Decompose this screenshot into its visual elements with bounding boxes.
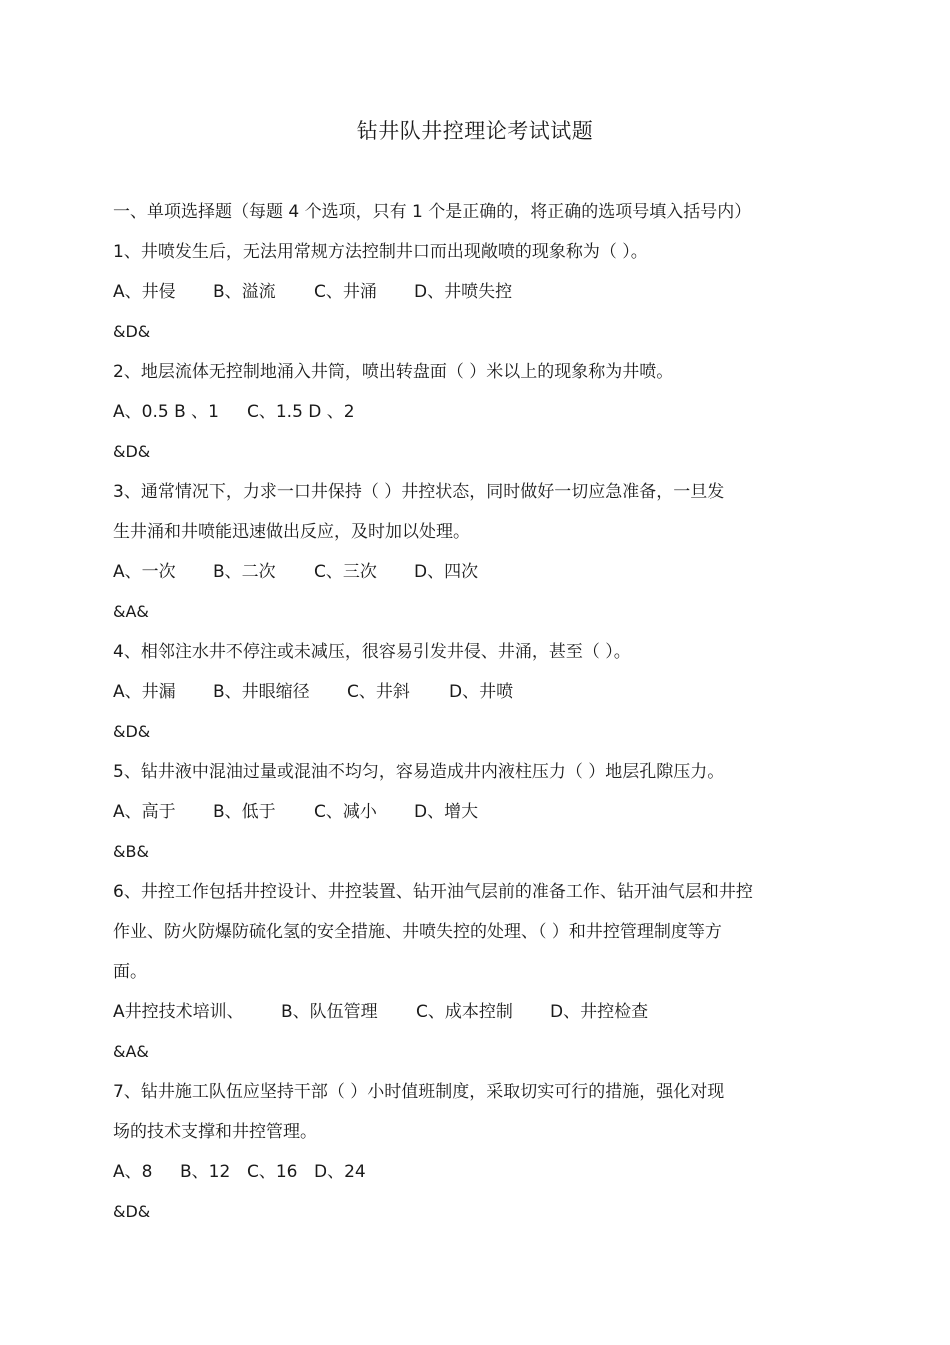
- option-a: A、高于: [113, 802, 176, 822]
- option-b: B、溢流: [213, 282, 276, 302]
- option-a: A、一次: [113, 562, 176, 582]
- option-d: D、井喷: [449, 682, 514, 702]
- question-text: 2、地层流体无控制地涌入井筒，喷出转盘面（ ）米以上的现象称为井喷。: [113, 362, 674, 382]
- answer-key: &D&: [113, 722, 151, 741]
- option-c: C、井斜: [347, 682, 410, 702]
- answer-key: &D&: [113, 1202, 151, 1221]
- question-text-continued: 场的技术支撑和井控管理。: [113, 1122, 317, 1142]
- question-text-continued: 面。: [113, 962, 147, 982]
- option-c: C、井涌: [314, 282, 377, 302]
- question-1: [113, 232, 833, 352]
- question-text: 6、井控工作包括井控设计、井控装置、钻开油气层前的准备工作、钻开油气层和井控: [113, 882, 753, 902]
- option-c: C、成本控制: [416, 1002, 513, 1022]
- answer-key: &A&: [113, 602, 149, 621]
- answer-key: &A&: [113, 1042, 149, 1061]
- option-b: B、井眼缩径: [213, 682, 310, 702]
- question-options: [113, 992, 833, 1032]
- option-a: A、8: [113, 1162, 153, 1182]
- question-text: 4、相邻注水井不停注或未减压，很容易引发井侵、井涌，甚至（ ）。: [113, 642, 631, 662]
- section-title: 一、单项选择题（每题 4 个选项，只有 1 个是正确的，将正确的选项号填入括号内）: [113, 202, 752, 222]
- option-a-b: A、0.5 B 、1: [113, 402, 219, 422]
- document-title: 钻井队井控理论考试试题: [356, 119, 594, 143]
- question-6: [113, 872, 833, 1072]
- option-c: C、三次: [314, 562, 377, 582]
- question-options: [113, 792, 833, 832]
- question-options: [113, 272, 833, 312]
- answer-key: &B&: [113, 842, 149, 861]
- question-text-continued: 作业、防火防爆防硫化氢的安全措施、井喷失控的处理、（ ）和井控管理制度等方: [113, 922, 722, 942]
- option-b: B、二次: [213, 562, 276, 582]
- option-a: A、井侵: [113, 282, 176, 302]
- option-b: B、队伍管理: [281, 1002, 378, 1022]
- option-d: D、增大: [414, 802, 479, 822]
- question-7: [113, 1072, 833, 1232]
- option-b: B、低于: [213, 802, 276, 822]
- option-c: C、16: [247, 1162, 298, 1182]
- option-d: D、四次: [414, 562, 479, 582]
- question-text: 7、钻井施工队伍应坚持干部（ ）小时值班制度，采取切实可行的措施，强化对现: [113, 1082, 725, 1102]
- option-d: D、井喷失控: [414, 282, 513, 302]
- answer-key: &D&: [113, 442, 151, 461]
- question-2: [113, 352, 833, 472]
- document-body: [113, 190, 833, 1232]
- option-d: D、24: [314, 1162, 366, 1182]
- answer-key: &D&: [113, 322, 151, 341]
- question-text: 3、通常情况下，力求一口井保持（ ）井控状态，同时做好一切应急准备，一旦发: [113, 482, 725, 502]
- option-c-d: C、1.5 D 、2: [247, 402, 355, 422]
- option-a: A、井漏: [113, 682, 176, 702]
- option-c: C、减小: [314, 802, 377, 822]
- question-3: [113, 472, 833, 632]
- question-4: [113, 632, 833, 752]
- option-b: B、12: [180, 1162, 231, 1182]
- option-d: D、井控检查: [550, 1002, 649, 1022]
- question-text-continued: 生井涌和井喷能迅速做出反应，及时加以处理。: [113, 522, 470, 542]
- question-options: [113, 392, 833, 432]
- question-text: 5、钻井液中混油过量或混油不均匀，容易造成井内液柱压力（ ）地层孔隙压力。: [113, 762, 725, 782]
- question-text: 1、井喷发生后，无法用常规方法控制井口而出现敞喷的现象称为（ ）。: [113, 242, 648, 262]
- question-options: [113, 672, 833, 712]
- question-5: [113, 752, 833, 872]
- question-options: [113, 552, 833, 592]
- option-a: A井控技术培训、: [113, 1002, 244, 1022]
- question-options: [113, 1152, 833, 1192]
